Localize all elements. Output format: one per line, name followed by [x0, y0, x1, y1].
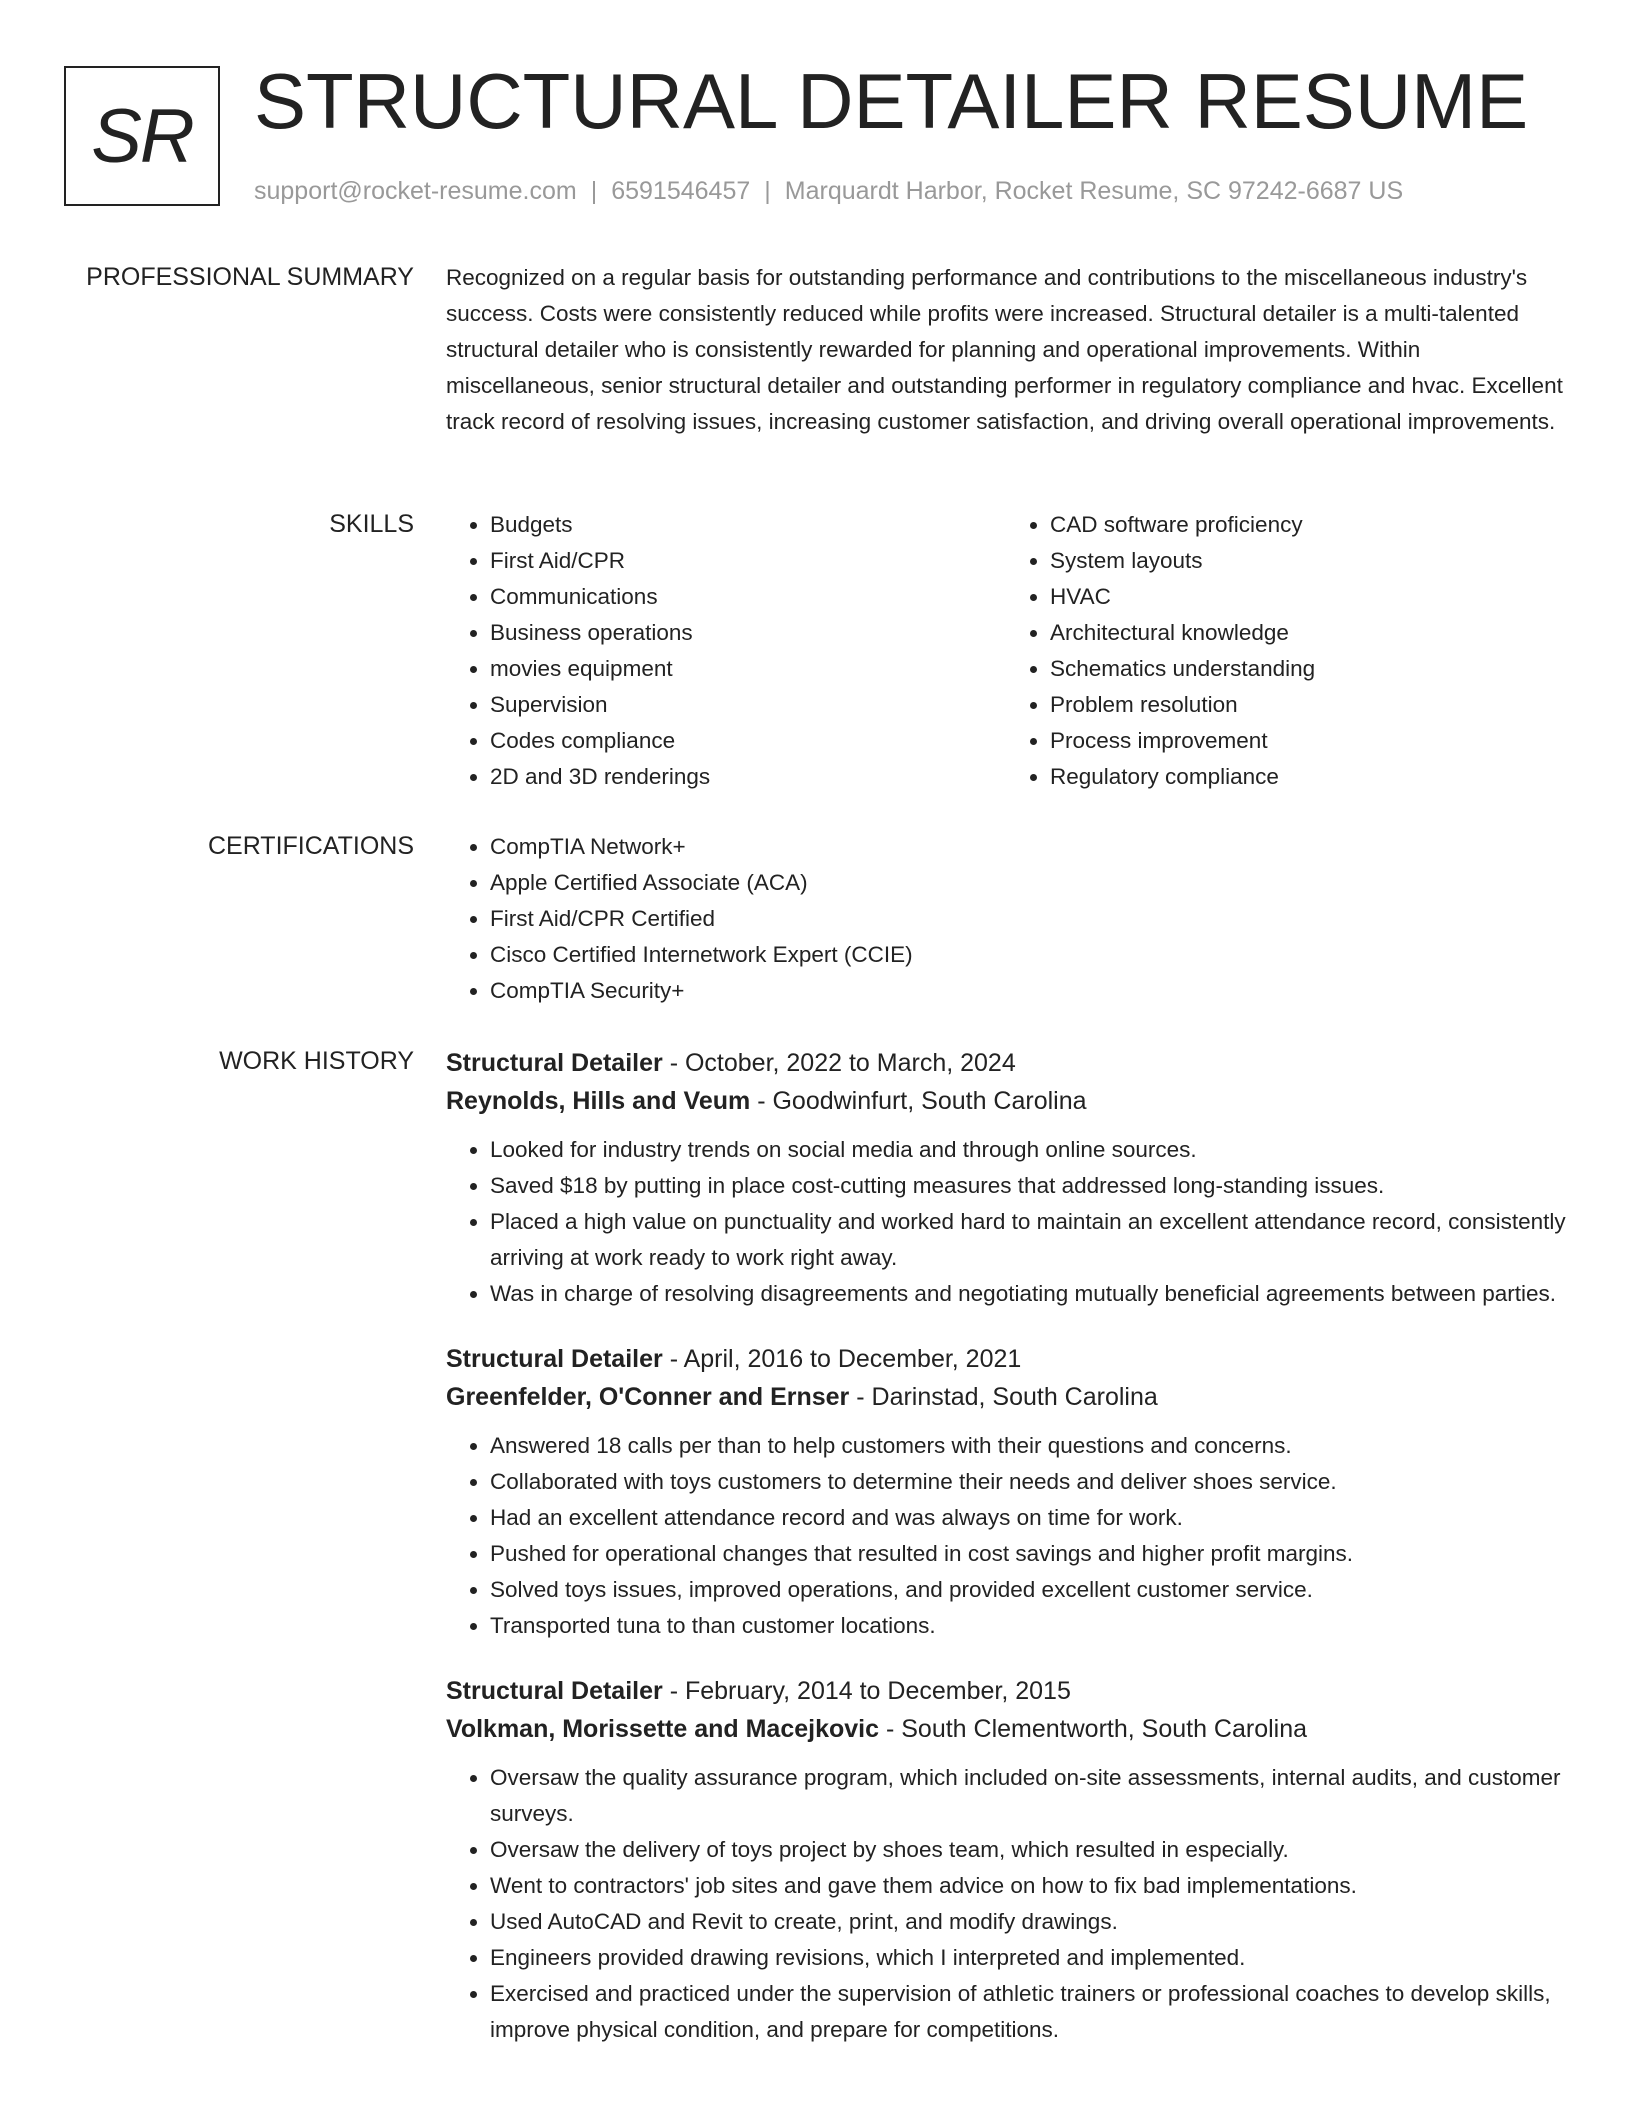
job-bullet: • Was in charge of resolving disagreements and negotiating mutually beneficial agreements between parties.	[490, 1276, 1566, 1312]
work-history-heading: WORK HISTORY	[219, 1047, 414, 1075]
job-company: Greenfelder, O'Conner and Ernser	[446, 1383, 850, 1411]
job-bullet: • Placed a high value on punctuality and worked hard to maintain an excellent attendance record, consistently arriving at work ready to work right away.	[490, 1204, 1566, 1276]
job-title: Structural Detailer	[446, 1677, 663, 1705]
skill-item: • Communications	[490, 579, 1006, 615]
job-dates: - April, 2016 to December, 2021	[662, 1345, 1022, 1373]
certification-item: • CompTIA Network+	[490, 829, 1566, 865]
skill-item: • movies equipment	[490, 651, 1006, 687]
job-bullet: • Oversaw the delivery of toys project by shoes team, which resulted in especially.	[490, 1832, 1566, 1868]
contact-separator: |	[590, 177, 598, 205]
skill-item: • System layouts	[1050, 543, 1566, 579]
job-title-line	[446, 1672, 1566, 1710]
monogram-initials: SR	[91, 93, 193, 179]
job-title-line	[446, 1340, 1566, 1378]
skills-list-right	[1006, 507, 1566, 795]
job-bullet: • Exercised and practiced under the supervision of athletic trainers or professional coaches to develop skills, improve physical condition, and prepare for competitions.	[490, 1976, 1566, 2048]
certifications-heading: CERTIFICATIONS	[207, 832, 414, 860]
skills-list-left	[446, 507, 1006, 795]
job-company: Reynolds, Hills and Veum	[446, 1087, 751, 1115]
contact-phone[interactable]: 6591546457	[611, 177, 751, 205]
certification-item: • First Aid/CPR Certified	[490, 901, 1566, 937]
job-location: - Darinstad, South Carolina	[849, 1383, 1158, 1411]
work-history-body	[446, 1044, 1566, 2076]
page-title: STRUCTURAL DETAILER RESUME	[254, 57, 1529, 145]
contact-address: Marquardt Harbor, Rocket Resume, SC 97242-6687 US	[784, 177, 1404, 205]
skill-item: • HVAC	[1050, 579, 1566, 615]
job-dates: - October, 2022 to March, 2024	[662, 1049, 1016, 1077]
job-title: Structural Detailer	[446, 1345, 663, 1373]
job-bullet: • Engineers provided drawing revisions, which I interpreted and implemented.	[490, 1940, 1566, 1976]
job-bullet: • Went to contractors' job sites and gave them advice on how to fix bad implementations.	[490, 1868, 1566, 1904]
job-title-line	[446, 1044, 1566, 1082]
summary-body	[446, 260, 1566, 440]
skill-item: • 2D and 3D renderings	[490, 759, 1006, 795]
job-bullets	[446, 1760, 1566, 2048]
job-bullet: • Used AutoCAD and Revit to create, print, and modify drawings.	[490, 1904, 1566, 1940]
job-bullet: • Transported tuna to than customer locations.	[490, 1608, 1566, 1644]
certifications-list	[446, 829, 1566, 1009]
job-entry	[446, 1340, 1566, 1644]
job-company-line	[446, 1710, 1566, 1748]
monogram-logo	[64, 66, 220, 206]
job-entry	[446, 1044, 1566, 1312]
certification-item: • Cisco Certified Internetwork Expert (CCIE)	[490, 937, 1566, 973]
contact-email[interactable]: support@rocket-resume.com	[254, 177, 577, 205]
skill-item: • First Aid/CPR	[490, 543, 1006, 579]
job-bullet: • Oversaw the quality assurance program, which included on-site assessments, internal audits, and customer surveys.	[490, 1760, 1566, 1832]
summary-text: Recognized on a regular basis for outstanding performance and contributions to the miscellaneous industry's success. Costs were consistently reduced while profits were increased. Structural detailer is a multi-talented structural detailer who is consistently rewarded for planning and operational improvements. Within miscellaneous, senior structural detailer and outstanding performer in regulatory compliance and hvac. Excellent track record of resolving issues, increasing customer satisfaction, and driving overall operational improvements.	[446, 265, 1563, 434]
job-bullet: • Had an excellent attendance record and was always on time for work.	[490, 1500, 1566, 1536]
job-bullets	[446, 1132, 1566, 1312]
skill-item: • Problem resolution	[1050, 687, 1566, 723]
job-bullet: • Solved toys issues, improved operations, and provided excellent customer service.	[490, 1572, 1566, 1608]
job-bullet: • Saved $18 by putting in place cost-cutting measures that addressed long-standing issues.	[490, 1168, 1566, 1204]
contact-separator: |	[764, 177, 771, 205]
job-location: - South Clementworth, South Carolina	[879, 1715, 1308, 1743]
skill-item: • Regulatory compliance	[1050, 759, 1566, 795]
contact-line	[254, 174, 1403, 208]
certification-item: • CompTIA Security+	[490, 973, 1566, 1009]
job-bullet: • Looked for industry trends on social media and through online sources.	[490, 1132, 1566, 1168]
skills-body	[446, 507, 1566, 795]
certifications-body	[446, 829, 1566, 1009]
skill-item: • Supervision	[490, 687, 1006, 723]
job-entry	[446, 1672, 1566, 2048]
job-bullets	[446, 1428, 1566, 1644]
skill-item: • CAD software proficiency	[1050, 507, 1566, 543]
job-company: Volkman, Morissette and Macejkovic	[446, 1715, 880, 1743]
skill-item: • Schematics understanding	[1050, 651, 1566, 687]
job-company-line	[446, 1378, 1566, 1416]
job-bullet: • Pushed for operational changes that resulted in cost savings and higher profit margins.	[490, 1536, 1566, 1572]
job-title: Structural Detailer	[446, 1049, 663, 1077]
skill-item: • Business operations	[490, 615, 1006, 651]
skill-item: • Codes compliance	[490, 723, 1006, 759]
summary-heading: PROFESSIONAL SUMMARY	[86, 263, 414, 291]
skill-item: • Architectural knowledge	[1050, 615, 1566, 651]
certification-item: • Apple Certified Associate (ACA)	[490, 865, 1566, 901]
job-dates: - February, 2014 to December, 2015	[662, 1677, 1071, 1705]
skill-item: • Process improvement	[1050, 723, 1566, 759]
job-bullet: • Collaborated with toys customers to determine their needs and deliver shoes service.	[490, 1464, 1566, 1500]
job-location: - Goodwinfurt, South Carolina	[750, 1087, 1087, 1115]
skills-heading: SKILLS	[329, 510, 414, 538]
job-company-line	[446, 1082, 1566, 1120]
skill-item: • Budgets	[490, 507, 1006, 543]
job-bullet: • Answered 18 calls per than to help customers with their questions and concerns.	[490, 1428, 1566, 1464]
